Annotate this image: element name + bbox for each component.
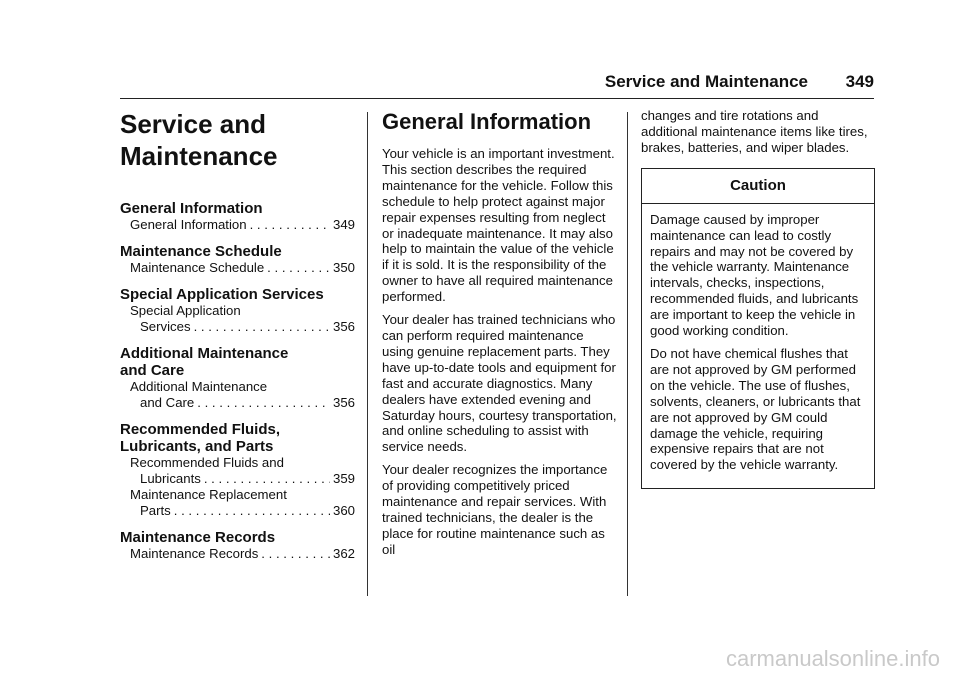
- caution-paragraph: Do not have chemical flushes that are not approved by GM performed on the vehicle. The use of flushes, solvents, cleaners, or lubricants that are not approved by GM could damage the vehicle, requiring expensive repairs that are not covered by the vehicle warranty.: [650, 345, 861, 473]
- toc-entry-general-information[interactable]: General Information . . . 349: [120, 217, 355, 233]
- toc-heading: General Information: [120, 200, 263, 217]
- caution-title: Caution: [642, 169, 874, 204]
- body-paragraph: Your vehicle is an important investment. This section describes the required maintenance for the vehicle. Follow this schedule to help protect against major repair expenses resulting from neglect or inadequate maintenance. It may also help to maintain the value of the vehicle if it is sold. It is the responsibility of the owner to have all required maintenance performed.: [382, 146, 615, 305]
- toc-entry-maintenance-schedule[interactable]: Maintenance Schedule . . . 350: [120, 260, 355, 276]
- toc-section-maintenance-schedule: [120, 243, 355, 276]
- toc-section-special-application-services: [120, 286, 355, 335]
- toc-entry-maintenance-records[interactable]: Maintenance Records . . . 362: [120, 546, 355, 562]
- toc-section-general-information: [120, 200, 355, 233]
- section-title: General Information: [382, 109, 592, 134]
- toc-section-maintenance-records: [120, 529, 355, 562]
- toc-heading: Recommended Fluids, Lubricants, and Parts: [120, 421, 281, 455]
- column-divider-right: [627, 112, 628, 596]
- watermark: carmanualsonline.info: [725, 646, 940, 671]
- right-column: [641, 108, 875, 489]
- column-divider-left: [367, 112, 368, 596]
- page-number: 349: [845, 72, 874, 91]
- toc-entry-additional-maintenance[interactable]: Additional Maintenance and Care . . . 356: [120, 379, 355, 411]
- toc-entry-replacement-parts[interactable]: Maintenance Replacement Parts . . . 360: [120, 487, 355, 519]
- toc-heading: Special Application Services: [120, 286, 324, 303]
- toc-heading: Maintenance Records: [120, 529, 276, 546]
- body-paragraph: Your dealer has trained technicians who can perform required maintenance using genuine replacement parts. They have up-to-date tools and equipment for fast and accurate diagnostics. Many dealers have extended evening and Saturday hours, courtesy transportation, and online scheduling to assist with service needs.: [382, 312, 617, 455]
- chapter-title: Service and Maintenance: [120, 109, 278, 171]
- toc-section-recommended-fluids: [120, 421, 355, 519]
- toc-heading: Maintenance Schedule: [120, 243, 282, 260]
- caution-paragraph: Damage caused by improper maintenance can lead to costly repairs and may not be covered by the vehicle warranty. Maintenance intervals, checks, inspections, recommended fluids, and lubricants are important to keep the vehicle in good working condition.: [650, 211, 859, 339]
- body-paragraph-continued: changes and tire rotations and additional maintenance items like tires, brakes, batteries, and wiper blades.: [641, 108, 868, 155]
- toc-entry-special-application-services[interactable]: Special Application Services . . . 356: [120, 303, 355, 335]
- running-title: Service and Maintenance: [604, 72, 808, 91]
- toc-section-additional-maintenance: [120, 345, 355, 411]
- caution-box: [641, 168, 875, 490]
- body-paragraph: Your dealer recognizes the importance of providing competitively priced maintenance and repair services. With trained technicians, the dealer is the place for routine maintenance such as oil: [382, 462, 608, 557]
- general-information-section: [382, 108, 618, 565]
- chapter-toc: [120, 108, 355, 572]
- page-header: [120, 72, 874, 99]
- toc-entry-recommended-fluids[interactable]: Recommended Fluids and Lubricants . . . 359: [120, 455, 355, 487]
- toc-heading: Additional Maintenance and Care: [120, 345, 289, 379]
